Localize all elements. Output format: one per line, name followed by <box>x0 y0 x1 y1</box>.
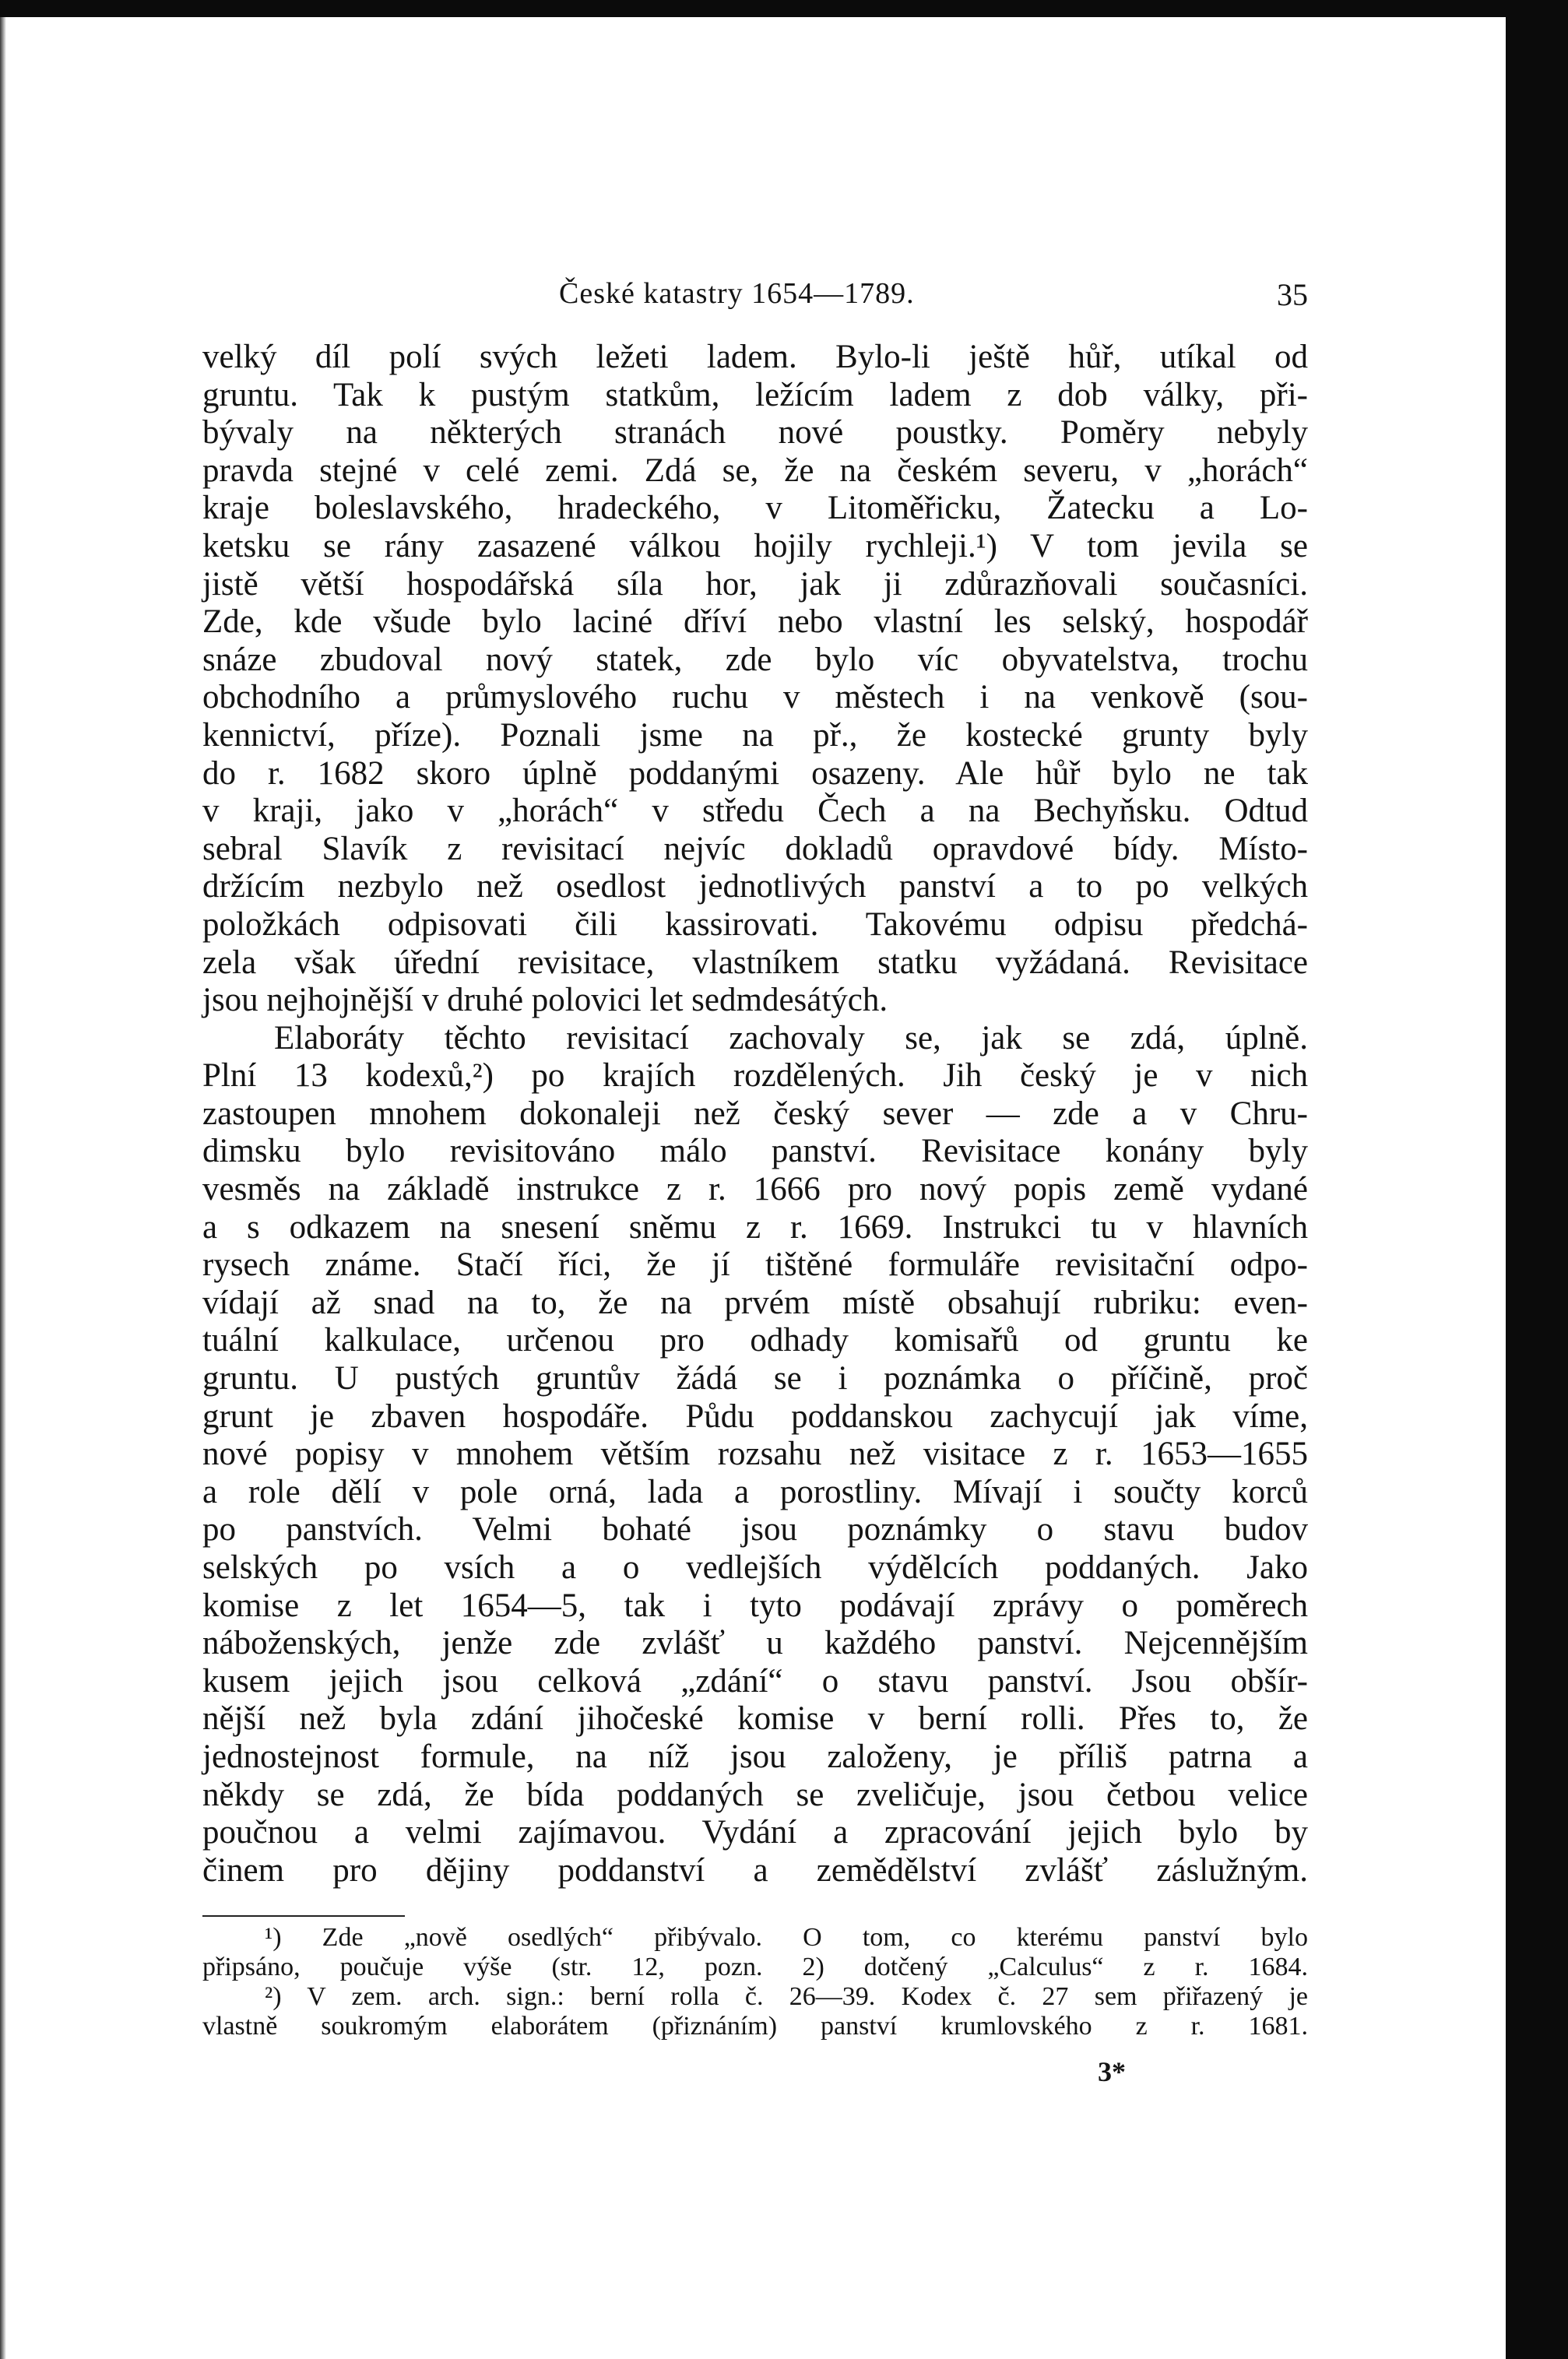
scan-left-edge <box>0 17 6 2359</box>
text-line: a role dělí v pole orná, lada a porostliny. Mívají i součty korců <box>202 1473 1308 1510</box>
footnote-line: ²) V zem. arch. sign.: berní rolla č. 26—39. Kodex č. 27 sem přiřazený je <box>265 1982 1308 2011</box>
text-line: snáze zbudoval nový statek, zde bylo víc obyvatelstva, trochu <box>202 641 1308 678</box>
text-line: kennictví, příze). Poznali jsme na př., že kostecké grunty byly <box>202 716 1308 754</box>
text-line: bývaly na některých stranách nové poustky. Poměry nebyly <box>202 414 1308 452</box>
text-line: vídají až snad na to, že na prvém místě obsahují rubriku: even- <box>202 1284 1308 1321</box>
text-line: poučnou a velmi zajímavou. Vydání a zpracování jejich bylo by <box>202 1814 1308 1851</box>
text-line: činem pro dějiny poddanství a zemědělství zvlášť záslužným. <box>202 1851 1308 1889</box>
text-line: do r. 1682 skoro úplně poddanými osazeny. Ale hůř bylo ne tak <box>202 754 1308 792</box>
text-line: nější než byla zdání jihočeské komise v berní rolli. Přes to, že <box>202 1700 1308 1738</box>
text-line: jsou nejhojnější v druhé polovici let sedmdesátých. <box>202 982 888 1019</box>
page-header <box>202 276 1308 315</box>
scan-top-border <box>0 0 1568 17</box>
text-line: rysech známe. Stačí říci, že jí tištěné formuláře revisitační odpo- <box>202 1246 1308 1284</box>
text-line: gruntu. Tak k pustým statkům, ležícím ladem z dob války, při- <box>202 376 1308 413</box>
footnotes <box>202 1923 1308 2041</box>
text-line: dimsku bylo revisitováno málo panství. Revisitace konány byly <box>202 1133 1308 1170</box>
text-line: v kraji, jako v „horách“ v středu Čech a na Bechyňsku. Odtud <box>202 793 1308 830</box>
text-line: Plní 13 kodexů,²) po krajích rozdělených. Jih český je v nich <box>202 1057 1308 1095</box>
text-line: nové popisy v mnohem větším rozsahu než visitace z r. 1653—1655 <box>202 1436 1308 1473</box>
text-line: tuální kalkulace, určenou pro odhady komisařů od gruntu ke <box>202 1322 1308 1359</box>
text-line: obchodního a průmyslového ruchu v městech i na venkově (sou- <box>202 679 1308 716</box>
page-number: 35 <box>1277 277 1308 312</box>
text-line: náboženských, jenže zde zvlášť u každého panství. Nejcennějším <box>202 1625 1308 1662</box>
text-line: sebral Slavík z revisitací nejvíc dokladů opravdové bídy. Místo- <box>202 830 1308 867</box>
text-line: grunt je zbaven hospodáře. Půdu poddanskou zachycují jak víme, <box>202 1397 1308 1435</box>
text-line: po panstvích. Velmi bohaté jsou poznámky o stavu budov <box>202 1511 1308 1549</box>
text-line: ketsku se rány zasazené válkou hojily rychleji.¹) V tom jevila se <box>202 527 1308 564</box>
footnote-line: vlastně soukromým elaborátem (přiznáním) panství krumlovského z r. 1681. <box>202 2012 1308 2041</box>
text-line: a s odkazem na snesení sněmu z r. 1669. Instrukci tu v hlavních <box>202 1208 1308 1246</box>
text-line: zela však úřední revisitace, vlastníkem statku vyžádaná. Revisitace <box>202 944 1308 981</box>
footnote-line: ¹) Zde „nově osedlých“ přibývalo. O tom, co kterému panství bylo <box>265 1923 1308 1952</box>
text-line: jistě větší hospodářská síla hor, jak ji zdůrazňovali současníci. <box>202 565 1308 603</box>
text-line: vesměs na základě instrukce z r. 1666 pro nový popis země vydané <box>202 1171 1308 1208</box>
text-line: zastoupen mnohem dokonaleji než český sever — zde a v Chru- <box>202 1095 1308 1132</box>
text-line: někdy se zdá, že bída poddaných se zveličuje, jsou četbou velice <box>202 1776 1308 1813</box>
scan-right-border <box>1506 0 1568 2359</box>
text-line: komise z let 1654—5, tak i tyto podávají zprávy o poměrech <box>202 1587 1308 1624</box>
text-line: kraje boleslavského, hradeckého, v Litoměřicku, Žatecku a Lo- <box>202 490 1308 527</box>
text-line: Elaboráty těchto revisitací zachovaly se, jak se zdá, úplně. <box>274 1019 1308 1056</box>
running-title: České katastry 1654—1789. <box>559 277 915 310</box>
text-line: selských po vsích a o vedlejších výdělcích poddaných. Jako <box>202 1549 1308 1586</box>
body-text <box>202 339 1308 1890</box>
text-line: Zde, kde všude bylo laciné dříví nebo vlastní les selský, hospodář <box>202 603 1308 641</box>
footnote-separator <box>202 1915 405 1917</box>
text-line: jednostejnost formule, na níž jsou založeny, je příliš patrna a <box>202 1738 1308 1775</box>
text-line: gruntu. U pustých gruntův žádá se i poznámka o příčině, proč <box>202 1360 1308 1397</box>
signature-mark: 3* <box>1098 2056 1126 2087</box>
text-line: pravda stejné v celé zemi. Zdá se, že na českém severu, v „horách“ <box>202 452 1308 489</box>
text-line: kusem jejich jsou celková „zdání“ o stavu panství. Jsou obšír- <box>202 1662 1308 1700</box>
text-line: držícím nezbylo než osedlost jednotlivých panství a to po velkých <box>202 868 1308 905</box>
footnote-line: připsáno, poučuje výše (str. 12, pozn. 2) dotčený „Calculus“ z r. 1684. <box>202 1953 1308 1981</box>
text-line: velký díl polí svých ležeti ladem. Bylo-li ještě hůř, utíkal od <box>202 339 1308 375</box>
text-line: položkách odpisovati čili kassirovati. Takovému odpisu předchá- <box>202 905 1308 943</box>
